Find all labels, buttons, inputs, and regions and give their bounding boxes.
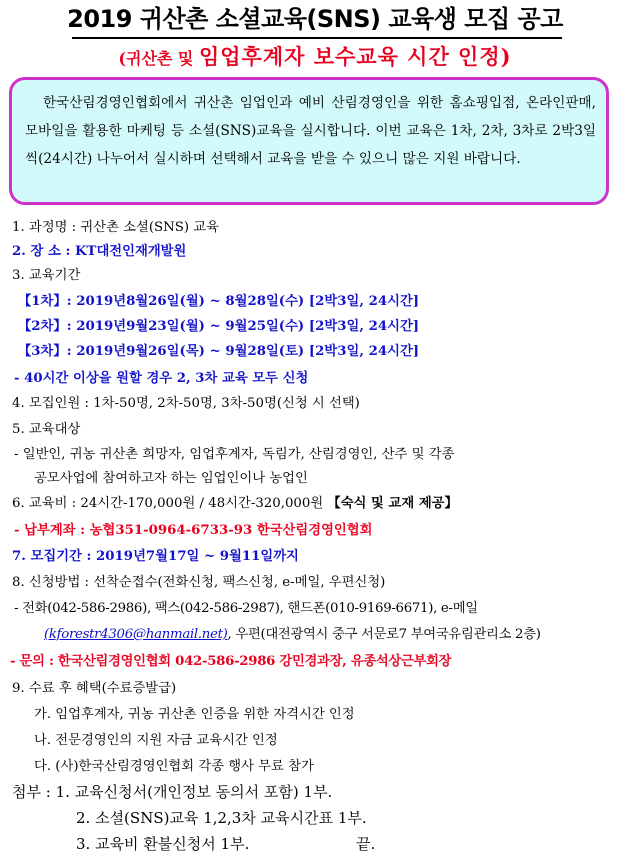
item-benefit-heading: 9. 수료 후 혜택(수료증발급)	[12, 681, 177, 696]
postal-address: , 우편(대전광역시 중구 서문로7 부여국유림관리소 2층)	[227, 627, 541, 642]
item-target-heading: 5. 교육대상	[12, 422, 81, 437]
item-course: 1. 과정명 : 귀산촌 소셜(SNS) 교육	[12, 220, 219, 235]
intro-box	[9, 77, 609, 205]
title-underline	[72, 37, 562, 39]
intro-text: 한국산림경영인협회에서 귀산촌 임업인과 예비 산림경영인을 위한 홈쇼핑입점, 온라인판매, 모바일을 활용한 마케팅 등 소셜(SNS)교육을 실시합니다. 이번 교육은 1차, 2차, 3차로 2박3일씩(24시간) 나누어서 실시하며 선택해서 교육을 받을 수 있으니 많은 지원 바랍니다.	[25, 95, 596, 167]
notice-title: 2019 귀산촌 소셜교육(SNS) 교육생 모집 공고	[67, 5, 563, 33]
benefit-3: 다. (사)한국산림경영인협회 각종 행사 무료 참가	[34, 759, 314, 774]
item-method: 8. 신청방법 : 선착순접수(전화신청, 팩스신청, e-메일, 우편신청)	[12, 575, 386, 590]
item-fee	[12, 493, 458, 515]
item-recruit: 4. 모집인원 : 1차-50명, 2차-50명, 3차-50명(신청 시 선택)	[12, 396, 360, 411]
end-mark: 끝.	[356, 835, 376, 853]
benefit-1: 가. 임업후계자, 귀농 귀산촌 인증을 위한 자격시간 인정	[34, 707, 355, 722]
target-line-2: 공모사업에 참여하고자 하는 임업인이나 농업인	[34, 471, 308, 486]
account-info: - 납부계좌 : 농협351-0964-6733-93 한국산림경영인협회	[14, 523, 373, 538]
session-1: 【1차】: 2019년8월26일(월) ~ 8월28일(수) [2박3일, 24시간]	[18, 294, 420, 309]
contact-line-1: - 전화(042-586-2986), 팩스(042-586-2987), 핸드폰(010-9169-6671), e-메일	[14, 601, 478, 616]
notice-subtitle	[0, 42, 630, 74]
fee-note: 【숙식 및 교재 제공】	[327, 496, 458, 511]
subtitle-main: 임업후계자 보수교육 시간 인정)	[198, 44, 512, 69]
session-2: 【2차】: 2019년9월23일(월) ~ 9월25일(수) [2박3일, 24시간]	[18, 319, 420, 334]
attachment-3: 3. 교육비 환불신청서 1부.	[76, 835, 250, 853]
item-place: 2. 장 소 : KT대전인재개발원	[12, 244, 187, 259]
sessions-note: - 40시간 이상을 원할 경우 2, 3차 교육 모두 신청	[14, 371, 309, 386]
session-3: 【3차】: 2019년9월26일(목) ~ 9월28일(토) [2박3일, 24시간]	[18, 344, 420, 359]
contact-line-2	[44, 624, 541, 646]
attachment-1-line	[12, 781, 332, 803]
attachment-label: 첨부 :	[12, 783, 56, 801]
fee-text: 6. 교육비 : 24시간-170,000원 / 48시간-320,000원	[12, 496, 324, 511]
benefit-2: 나. 전문경영인의 지원 자금 교육시간 인정	[34, 733, 278, 748]
attachment-1: 1. 교육신청서(개인정보 동의서 포함) 1부.	[55, 783, 333, 801]
item-deadline: 7. 모집기간 : 2019년7월17일 ~ 9월11일까지	[12, 549, 299, 564]
subtitle-prefix: (귀산촌 및	[118, 49, 199, 68]
email-link[interactable]: (kforestr4306@hanmail.net)	[44, 627, 228, 642]
attachment-2: 2. 소셜(SNS)교육 1,2,3차 교육시간표 1부.	[76, 809, 367, 827]
inquiry-info: - 문의 : 한국산림경영인협회 042-586-2986 강민경과장, 유종석상근부회장	[10, 654, 452, 669]
target-line-1: - 일반인, 귀농 귀산촌 희망자, 임업후계자, 독림가, 산림경영인, 산주 및 각종	[14, 447, 455, 462]
item-period-heading: 3. 교육기간	[12, 268, 81, 283]
